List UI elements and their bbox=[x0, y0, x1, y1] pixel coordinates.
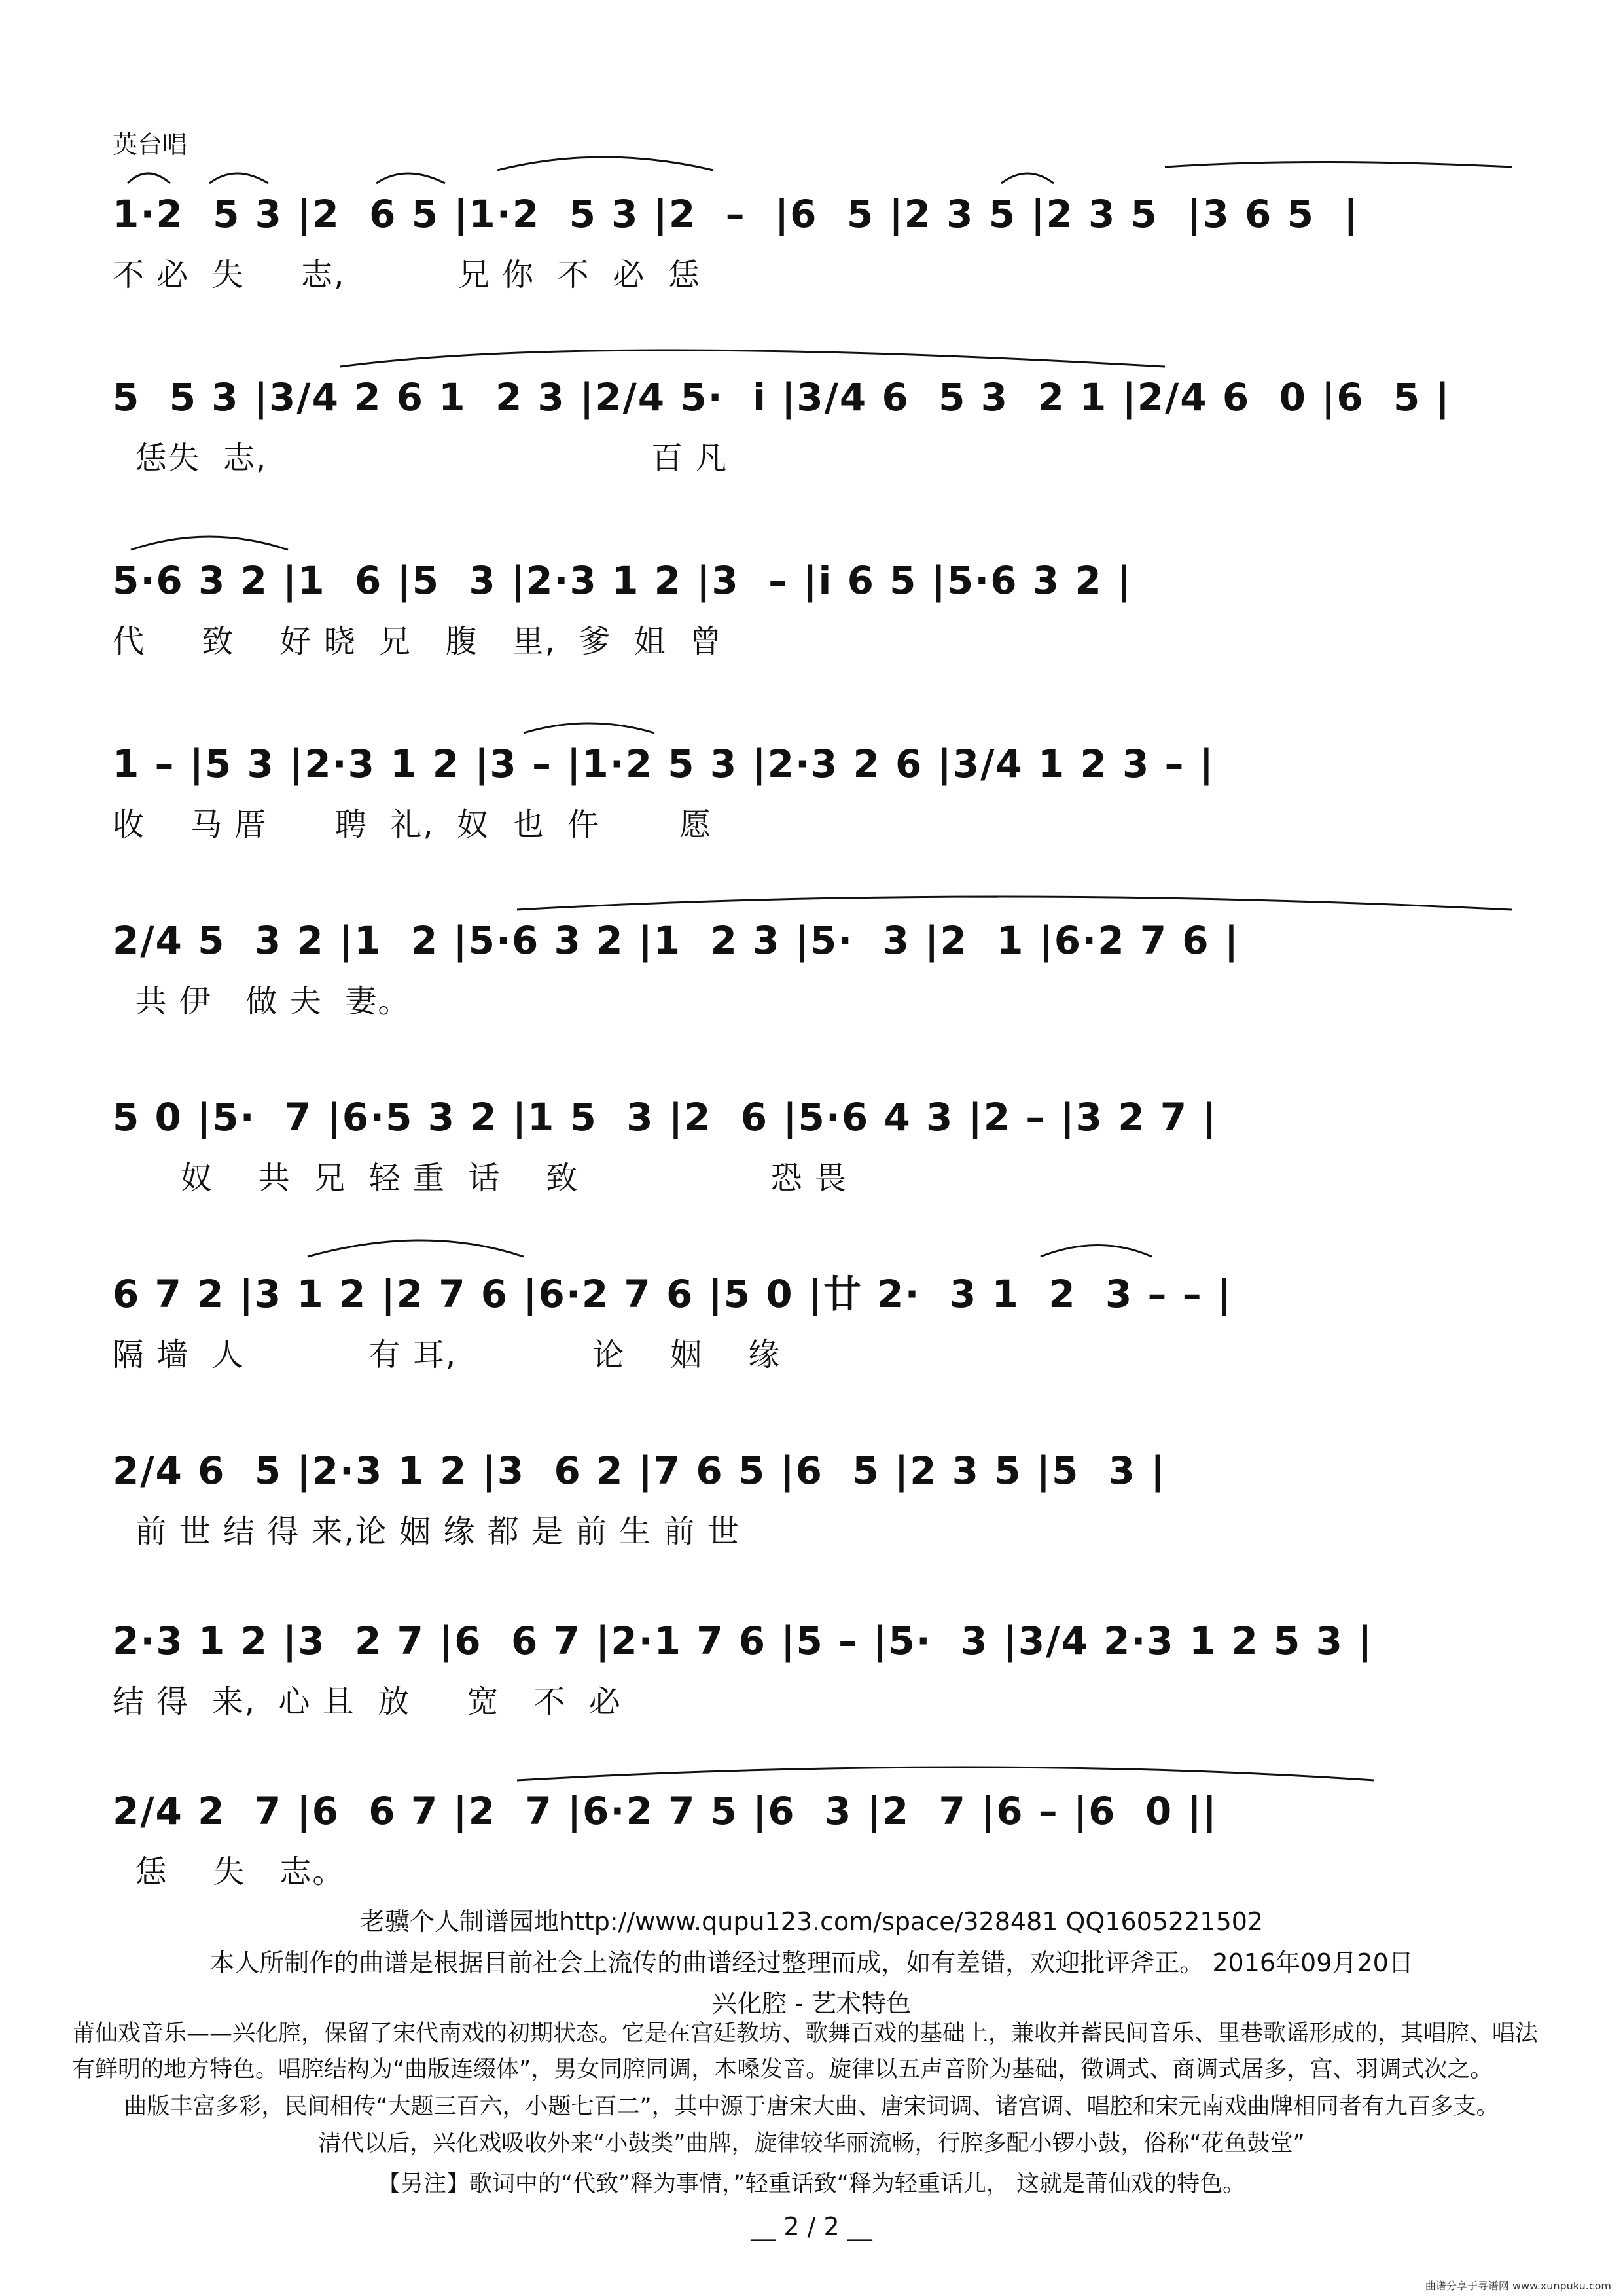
notation-line: 6 7 2 |3 1 2 |2 7 6 |6·2 7 6 |5 0 |廿 2· 3 1 2 3 – – | bbox=[113, 1272, 1233, 1316]
description-paragraph-2: 曲版丰富多彩，民间相传“大题三百六，小题七百二”，其中源于唐宋大曲、唐宋词调、诸宫调、唱腔和宋元南戏曲牌相同者有九百多支。 bbox=[124, 2094, 1499, 2120]
lyrics-line: 收 马 厝 聘 礼, 奴 也 仵 愿 bbox=[113, 806, 712, 843]
annotation-note: 【另注】歌词中的“代致”释为事情，”轻重话致“释为轻重话儿， 这就是莆仙戏的特色。 bbox=[377, 2171, 1246, 2197]
notation-line: 2·3 1 2 |3 2 7 |6 6 7 |2·1 7 6 |5 – |5· 3 |3/4 2·3 1 2 5 3 | bbox=[113, 1619, 1374, 1663]
lyrics-line: 恁 失 志。 bbox=[113, 1854, 346, 1890]
lyrics-line: 共 伊 做 夫 妻。 bbox=[113, 983, 411, 1020]
lyrics-line: 结 得 来, 心 且 放 宽 不 必 bbox=[113, 1683, 622, 1720]
notation-line: 2/4 6 5 |2·3 1 2 |3 6 2 |7 6 5 |6 5 |2 3 5 |5 3 | bbox=[113, 1448, 1166, 1493]
lyrics-line: 代 致 好 晓 兄 腹 里, 爹 姐 曾 bbox=[113, 623, 722, 660]
lyrics-line: 奴 共 兄 轻 重 话 致 恐 畏 bbox=[113, 1160, 848, 1196]
singer-label: 英台唱 bbox=[113, 130, 188, 159]
notation-line: 5 5 3 |3/4 2 6 1 2 3 |2/4 5· i |3/4 6 5 3 2 1 |2/4 6 0 |6 5 | bbox=[113, 375, 1451, 420]
site-watermark: 曲谱分享于寻谱网 www.xunpuku.com bbox=[1425, 2280, 1611, 2292]
description-paragraph-1: 莆仙戏音乐——兴化腔，保留了宋代南戏的初期状态。它是在宫廷教坊、歌舞百戏的基础上，兼收并蓄民间音乐、里巷歌谣形成的，其唱腔、唱法有鲜明的地方特色。唱腔结构为“曲版连缀体”，男女同腔同调，本嗓发音。旋律以五声音阶为基础，徵调式、商调式居多，宫、羽调式次之。 bbox=[72, 2020, 1539, 2083]
compiler-credit: 老骥个人制谱园地http://www.qupu123.com/space/328481 QQ1605221502 bbox=[359, 1907, 1264, 1936]
lyrics-line: 前 世 结 得 来,论 姻 缘 都 是 前 生 前 世 bbox=[113, 1513, 740, 1550]
section-title: 兴化腔 - 艺术特色 bbox=[712, 1989, 911, 2018]
lyrics-line: 隔 墙 人 有 耳, 论 姻 缘 bbox=[113, 1336, 781, 1373]
lyrics-line: 恁失 志, 百 凡 bbox=[113, 440, 728, 476]
notation-line: 1·2 5 3 |2 6 5 |1·2 5 3 |2 – |6 5 |2 3 5 |2 3 5 |3 6 5 | bbox=[113, 192, 1359, 236]
notation-line: 2/4 5 3 2 |1 2 |5·6 3 2 |1 2 3 |5· 3 |2 1 |6·2 7 6 | bbox=[113, 918, 1240, 963]
lyrics-line: 不 必 失 志, 兄 你 不 必 恁 bbox=[113, 257, 701, 293]
notation-line: 2/4 2 7 |6 6 7 |2 7 |6·2 7 5 |6 3 |2 7 |6 – |6 0 || bbox=[113, 1789, 1218, 1833]
page-number: __ 2 / 2 __ bbox=[751, 2212, 872, 2241]
description-paragraph-3: 清代以后，兴化戏吸收外来“小鼓类”曲牌，旋律较华丽流畅，行腔多配小锣小鼓，俗称“花鱼鼓堂” bbox=[318, 2130, 1305, 2157]
disclaimer-line: 本人所制作的曲谱是根据目前社会上流传的曲谱经过整理而成，如有差错，欢迎批评斧正。 2016年09月20日 bbox=[209, 1948, 1414, 1977]
notation-line: 5 0 |5· 7 |6·5 3 2 |1 5 3 |2 6 |5·6 4 3 |2 – |3 2 7 | bbox=[113, 1095, 1218, 1139]
notation-line: 1 – |5 3 |2·3 1 2 |3 – |1·2 5 3 |2·3 2 6 |3/4 1 2 3 – | bbox=[113, 742, 1215, 786]
notation-line: 5·6 3 2 |1 6 |5 3 |2·3 1 2 |3 – |i 6 5 |5·6 3 2 | bbox=[113, 558, 1133, 603]
